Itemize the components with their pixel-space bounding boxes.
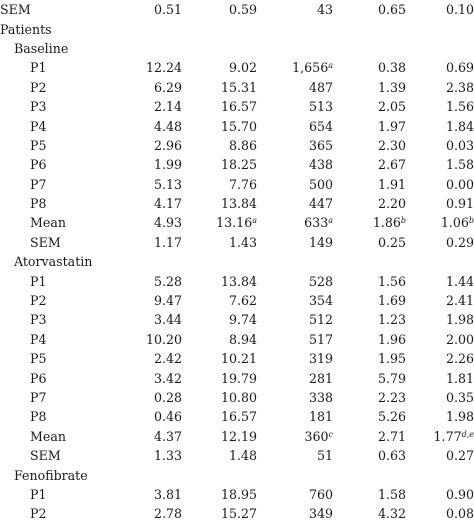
table-cell [257,427,333,446]
cell-value: 438 [308,157,333,173]
cell-value: 512 [308,312,333,328]
table-cell [110,291,182,310]
cell-value: 1.48 [228,448,257,464]
table-cell [110,175,182,194]
row-label: P1 [30,486,47,502]
table-cell [110,446,182,465]
cell-value: 0.51 [153,2,182,18]
cell-value: 517 [308,331,333,347]
table-cell [333,271,406,290]
cell-value: 10.80 [220,390,257,405]
cell-value: 0.59 [228,2,257,18]
table-cell [182,271,257,290]
cell-value: 365 [308,137,333,153]
table-cell [333,78,406,97]
table-cell [182,368,257,387]
cell-value: 2.38 [445,79,474,95]
table-cell [182,116,257,135]
cell-value: 4.93 [153,215,182,231]
table-cell [333,0,406,19]
table-cell [406,291,474,310]
table-cell [182,78,257,97]
table-cell [406,116,474,135]
table-cell [333,349,406,368]
cell-value: 3.42 [153,370,182,386]
table-cell [182,97,257,116]
table-cell [333,446,406,465]
row-label: P3 [30,312,47,328]
cell-value: 760 [308,486,333,502]
cell-value: 0.03 [445,137,474,153]
table-cell [110,271,182,290]
table-cell [406,175,474,194]
cell-value: 5.79 [377,370,406,386]
table-cell [182,485,257,504]
table-row [0,233,474,252]
cell-value: 633 [304,215,329,231]
table-cell [110,407,182,426]
table-cell [182,330,257,349]
table-row [0,349,474,368]
table-row [0,388,474,407]
table-cell [110,349,182,368]
cell-value: 1.98 [445,409,474,425]
table-cell [406,349,474,368]
cell-value: 3.44 [153,312,182,328]
table-cell [110,155,182,174]
table-cell [110,330,182,349]
cell-value: 1.97 [377,118,406,134]
cell-value: 513 [308,99,333,115]
cell-value: 360 [304,428,329,444]
cell-value: 2.20 [377,196,406,212]
cell-value: 1.44 [445,273,474,289]
table-cell [333,427,406,446]
row-label: P8 [30,196,47,212]
table-cell [182,0,257,19]
cell-value: 0.90 [445,486,474,502]
table-cell [406,388,474,407]
row-label: P7 [30,176,47,192]
cell-value: 51 [316,448,333,464]
cell-value: 10.21 [220,351,257,367]
table-cell [406,58,474,77]
table-cell [182,310,257,329]
table-row [0,213,474,232]
table-cell [406,427,474,446]
table-row [0,78,474,97]
table-cell [406,155,474,174]
table-cell [110,233,182,252]
cell-value: 2.41 [445,293,474,309]
table-cell [110,58,182,77]
table-cell [110,504,182,523]
table-cell [257,330,333,349]
cell-value: 2.42 [153,351,182,367]
cell-value: 149 [308,234,333,250]
table-section-row [0,252,474,271]
section-heading: Atorvastatin [14,254,93,270]
cell-value: 3.81 [153,486,182,502]
footnote-marker: b [400,216,406,226]
footnote-marker: a [328,216,333,226]
table-cell [182,388,257,407]
row-label: P3 [30,99,47,115]
table-cell [182,136,257,155]
cell-value: 0.69 [445,60,474,76]
table-cell [182,504,257,523]
cell-value: 2.00 [445,331,474,347]
row-label: SEM [30,448,61,464]
table-section-row [0,465,474,484]
row-label: P2 [30,506,47,522]
table-cell [406,485,474,504]
table-cell [406,0,474,19]
table-row [0,427,474,446]
table-row [0,504,474,523]
table-cell [257,310,333,329]
cell-value: 12.19 [220,428,257,444]
table-cell [406,136,474,155]
cell-value: 1.23 [377,312,406,328]
table-cell [333,388,406,407]
cell-value: 1.91 [377,176,406,192]
row-label: Mean [30,215,66,231]
table-cell [406,233,474,252]
cell-value: 338 [308,390,333,405]
table-cell [333,368,406,387]
table-cell [257,271,333,290]
table-cell [110,368,182,387]
cell-value: 2.67 [377,157,406,173]
table-cell [257,78,333,97]
row-label: P2 [30,79,47,95]
cell-value: 1.17 [153,234,182,250]
table-cell [333,407,406,426]
table-cell [406,407,474,426]
table-cell [406,78,474,97]
cell-value: 4.37 [153,428,182,444]
cell-value: 19.79 [220,370,257,386]
row-label: P8 [30,409,47,425]
table-cell [333,310,406,329]
cell-value: 0.08 [445,506,474,522]
cell-value: 0.27 [445,448,474,464]
table-cell [333,175,406,194]
table-cell [406,330,474,349]
cell-value: 15.27 [220,506,257,522]
cell-value: 1.69 [377,293,406,309]
table-cell [110,116,182,135]
table-cell [110,485,182,504]
cell-value: 0.63 [377,448,406,464]
table-cell [333,194,406,213]
cell-value: 1.33 [153,448,182,464]
cell-value: 1.98 [445,312,474,328]
cell-value: 13.16 [216,215,253,231]
table-cell [182,58,257,77]
table-cell [257,485,333,504]
cell-value: 1.86 [372,215,401,231]
table-cell [257,155,333,174]
cell-value: 4.32 [377,506,406,522]
table-cell [110,0,182,19]
cell-value: 2.14 [153,99,182,115]
cell-value: 13.84 [220,273,257,289]
table-cell [257,97,333,116]
table-row [0,310,474,329]
table-cell [257,0,333,19]
table-cell [406,446,474,465]
table-cell [110,388,182,407]
table-row [0,97,474,116]
table-cell [257,175,333,194]
cell-value: 319 [308,351,333,367]
cell-value: 0.00 [445,176,474,192]
cell-value: 15.70 [220,118,257,134]
table-cell [110,310,182,329]
footnote-marker: b [468,216,474,226]
table-row [0,271,474,290]
cell-value: 354 [308,293,333,309]
cell-value: 0.38 [377,60,406,76]
table-section-row [0,39,474,58]
cell-value: 1.96 [377,331,406,347]
table-cell [182,155,257,174]
section-heading: Patients [0,21,52,37]
cell-value: 447 [308,196,333,212]
table-row [0,175,474,194]
table-cell [182,407,257,426]
cell-value: 15.31 [220,79,257,95]
cell-value: 16.57 [220,99,257,115]
row-label: Mean [30,428,66,444]
cell-value: 2.26 [445,351,474,367]
table-cell [182,175,257,194]
table-cell [110,78,182,97]
row-label: P7 [30,390,47,405]
cell-value: 0.46 [153,409,182,425]
cell-value: 2.78 [153,506,182,522]
cell-value: 500 [308,176,333,192]
cell-value: 1,656 [292,60,329,76]
table-cell [257,194,333,213]
table-row [0,407,474,426]
cell-value: 349 [308,506,333,522]
cell-value: 1.43 [228,234,257,250]
cell-value: 2.23 [377,390,406,405]
cell-value: 0.29 [445,234,474,250]
cell-value: 9.02 [228,60,257,76]
table-cell [333,504,406,523]
cell-value: 1.95 [377,351,406,367]
table-cell [257,213,333,232]
row-label: P2 [30,293,47,309]
table-cell [110,427,182,446]
table-cell [406,271,474,290]
table-cell [333,97,406,116]
table-cell [406,504,474,523]
cell-value: 0.25 [377,234,406,250]
table-row [0,155,474,174]
table-cell [257,349,333,368]
table-cell [110,213,182,232]
cell-value: 6.29 [153,79,182,95]
table-cell [182,427,257,446]
cell-value: 7.76 [228,176,257,192]
cell-value: 487 [308,79,333,95]
cell-value: 528 [308,273,333,289]
table-cell [257,368,333,387]
table-row [0,485,474,504]
table-cell [257,136,333,155]
section-heading: Fenofibrate [14,467,88,483]
cell-value: 0.28 [153,390,182,405]
table-cell [257,407,333,426]
cell-value: 1.56 [445,99,474,115]
footnote-marker: a [328,61,333,71]
row-label: SEM [0,2,31,18]
table-cell [110,136,182,155]
table-cell [406,194,474,213]
cell-value: 1.99 [153,157,182,173]
cell-value: 654 [308,118,333,134]
table-cell [110,194,182,213]
table-cell [257,504,333,523]
table-cell [257,291,333,310]
table-cell [333,485,406,504]
cell-value: 4.48 [153,118,182,134]
row-label: P5 [30,137,47,153]
table-cell [333,233,406,252]
cell-value: 1.81 [445,370,474,386]
table-cell [182,349,257,368]
footnote-marker: d,e [461,429,474,439]
cell-value: 13.84 [220,196,257,212]
cell-value: 18.25 [220,157,257,173]
row-label: P1 [30,273,47,289]
cell-value: 0.10 [445,2,474,18]
cell-value: 4.17 [153,196,182,212]
cell-value: 1.58 [377,486,406,502]
table-cell [333,116,406,135]
table-cell [182,233,257,252]
table-cell [406,310,474,329]
cell-value: 2.05 [377,99,406,115]
table-cell [257,233,333,252]
table-row [0,136,474,155]
cell-value: 12.24 [145,60,182,76]
footnote-marker: a [252,216,257,226]
row-label: P5 [30,351,47,367]
row-label: SEM [30,234,61,250]
table-row [0,446,474,465]
table-cell [333,136,406,155]
table-cell [333,213,406,232]
table-row [0,116,474,135]
cell-value: 2.96 [153,137,182,153]
table-row [0,368,474,387]
cell-value: 18.95 [220,486,257,502]
table-cell [257,116,333,135]
cell-value: 1.84 [445,118,474,134]
cell-value: 181 [308,409,333,425]
table-cell [406,97,474,116]
table-section-row [0,19,474,38]
cell-value: 1.58 [445,157,474,173]
cell-value: 0.91 [445,196,474,212]
table-cell [406,368,474,387]
table-cell [110,97,182,116]
row-label: P4 [30,118,47,134]
cell-value: 2.71 [377,428,406,444]
cell-value: 0.35 [445,390,474,405]
table-row [0,291,474,310]
table-cell [182,446,257,465]
table-cell [406,213,474,232]
table-cell [333,291,406,310]
table-row [0,0,474,19]
cell-value: 7.62 [228,293,257,309]
cell-value: 8.94 [228,331,257,347]
cell-value: 1.77 [433,428,462,444]
row-label: P1 [30,60,47,76]
table-cell [257,446,333,465]
table-cell [182,213,257,232]
cell-value: 1.39 [377,79,406,95]
footnote-marker: c [328,429,333,439]
row-label: P6 [30,157,47,173]
cell-value: 0.65 [377,2,406,18]
cell-value: 5.13 [153,176,182,192]
cell-value: 2.30 [377,137,406,153]
cell-value: 1.06 [440,215,469,231]
table-row [0,58,474,77]
cell-value: 5.26 [377,409,406,425]
table-cell [257,388,333,407]
table-row [0,330,474,349]
cell-value: 281 [308,370,333,386]
section-heading: Baseline [14,40,69,56]
cell-value: 9.47 [153,293,182,309]
table-cell [333,155,406,174]
row-label: P4 [30,331,47,347]
cell-value: 16.57 [220,409,257,425]
table-cell [182,194,257,213]
cell-value: 8.86 [228,137,257,153]
table-cell [333,330,406,349]
cell-value: 9.74 [228,312,257,328]
cell-value: 1.56 [377,273,406,289]
cell-value: 5.28 [153,273,182,289]
table-cell [333,58,406,77]
table-cell [257,58,333,77]
cell-value: 10.20 [145,331,182,347]
table-row [0,194,474,213]
row-label: P6 [30,370,47,386]
table-cell [182,291,257,310]
cell-value: 43 [316,2,333,18]
